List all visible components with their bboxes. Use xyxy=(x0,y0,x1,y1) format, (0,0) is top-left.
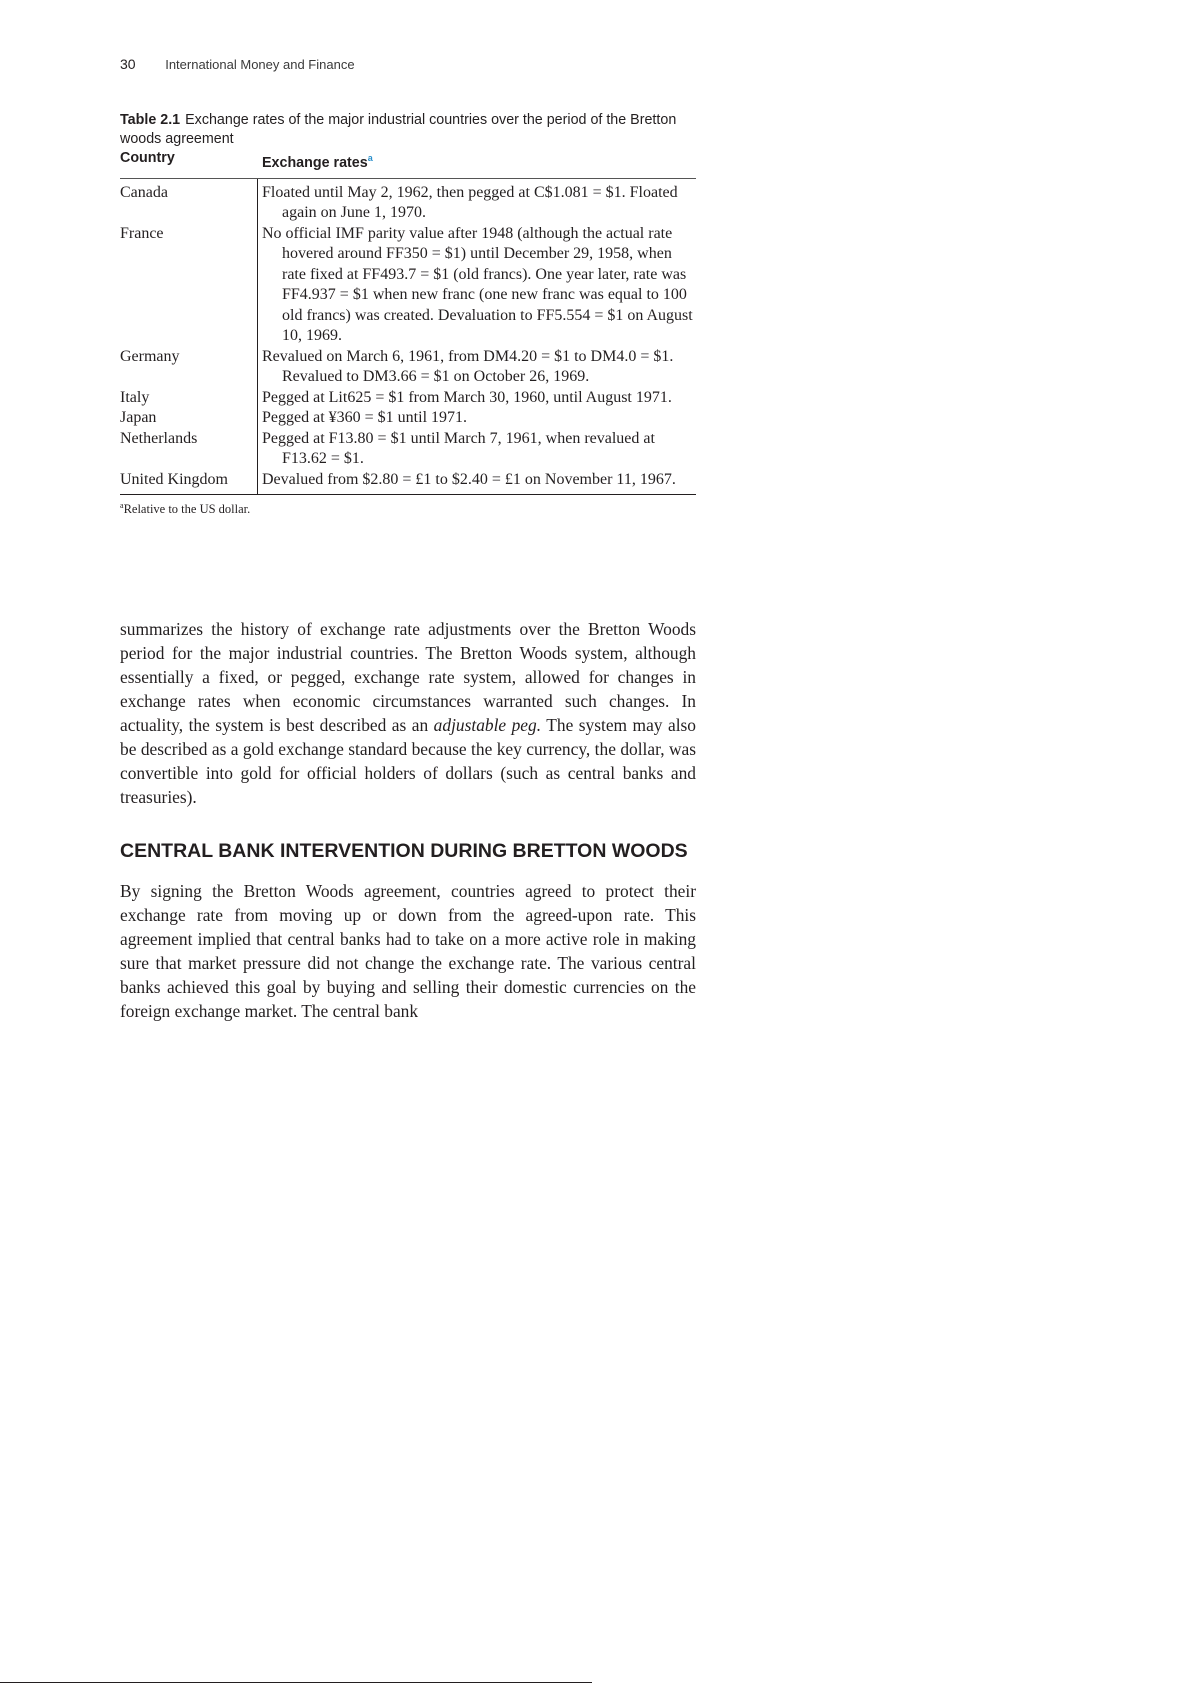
table-row xyxy=(120,224,696,347)
paragraph-text: summarizes the history of exchange rate adjustments over the Bretton Woods period for the major industrial countries. The Bretton Woods system, although essentially a fixed, or pegged, exchange rate system, allowed for changes in exchange rates when economic circumstances warranted such changes. In actuality, the system is best described as an xyxy=(120,619,696,735)
paragraph-text: The system may also be described as a gold exchange standard because the key currency, the dollar, was convertible into gold for official holders of dollars (such as central banks and treasuries). xyxy=(120,715,696,807)
country-cell: Japan xyxy=(120,409,157,427)
table-row xyxy=(120,408,696,429)
table-label: Table 2.1 xyxy=(120,112,181,128)
running-header xyxy=(120,56,355,72)
col-header-rates-label: Exchange rates xyxy=(262,154,368,171)
bottom-rule xyxy=(0,1682,592,1683)
rates-cell: Pegged at Lit625 = $1 from March 30, 1960, until August 1971. xyxy=(262,388,672,406)
col-header-note-marker: a xyxy=(367,153,373,163)
italic-term: adjustable peg. xyxy=(433,715,542,735)
country-cell: France xyxy=(120,224,164,242)
running-title: International Money and Finance xyxy=(165,57,355,72)
rates-cell: Pegged at F13.80 = $1 until March 7, 1961, when revalued at F13.62 = $1. xyxy=(262,429,655,468)
country-cell: United Kingdom xyxy=(120,470,228,488)
body-paragraph xyxy=(120,617,696,809)
table-footnote xyxy=(120,501,696,517)
rates-cell: Revalued on March 6, 1961, from DM4.20 = $1 to DM4.0 = $1. Revalued to DM3.66 = $1 on October 26, 1969. xyxy=(262,347,674,386)
table-row xyxy=(120,183,696,224)
table-caption-text: Exchange rates of the major industrial countries over the period of the Bretton woods agreement xyxy=(120,112,677,147)
table-row xyxy=(120,347,696,388)
country-cell: Netherlands xyxy=(120,429,198,447)
col-header-country: Country xyxy=(120,150,175,166)
page-number: 30 xyxy=(120,56,136,72)
section-heading: CENTRAL BANK INTERVENTION DURING BRETTON WOODS xyxy=(120,840,688,862)
table-row xyxy=(120,429,696,470)
table-header-row xyxy=(120,149,696,179)
table-row xyxy=(120,388,696,409)
country-cell: Canada xyxy=(120,183,168,201)
table-caption xyxy=(120,111,696,149)
col-header-rates xyxy=(262,149,373,173)
column-divider xyxy=(257,179,258,495)
country-cell: Germany xyxy=(120,347,180,365)
country-cell: Italy xyxy=(120,388,150,406)
rates-cell: No official IMF parity value after 1948 (although the actual rate hovered around FF350 = $1) until December 29, 1958, when rate fixed at FF493.7 = $1 (old francs). One year later, rate was FF4.937 = $1 when new franc (one new franc was equal to 100 old francs) was created. Devaluation to FF5.554 = $1 on August 10, 1969. xyxy=(262,224,693,345)
exchange-rate-table xyxy=(120,111,696,517)
rates-cell: Pegged at ¥360 = $1 until 1971. xyxy=(262,409,468,427)
body-paragraph: By signing the Bretton Woods agreement, countries agreed to protect their exchange rate from moving up or down from the agreed-upon rate. This agreement implied that central banks had to take on a more active role in making sure that market pressure did not change the exchange rate. The various central banks achieved this goal by buying and selling their domestic currencies on the foreign exchange market. The central bank xyxy=(120,881,696,1021)
table-row xyxy=(120,470,696,491)
footnote-marker: a xyxy=(120,501,124,511)
rates-cell: Devalued from $2.80 = £1 to $2.40 = £1 on November 11, 1967. xyxy=(262,470,676,488)
table-body xyxy=(120,179,696,496)
rates-cell: Floated until May 2, 1962, then pegged at C$1.081 = $1. Floated again on June 1, 1970. xyxy=(262,183,678,222)
footnote-text: Relative to the US dollar. xyxy=(123,502,251,517)
